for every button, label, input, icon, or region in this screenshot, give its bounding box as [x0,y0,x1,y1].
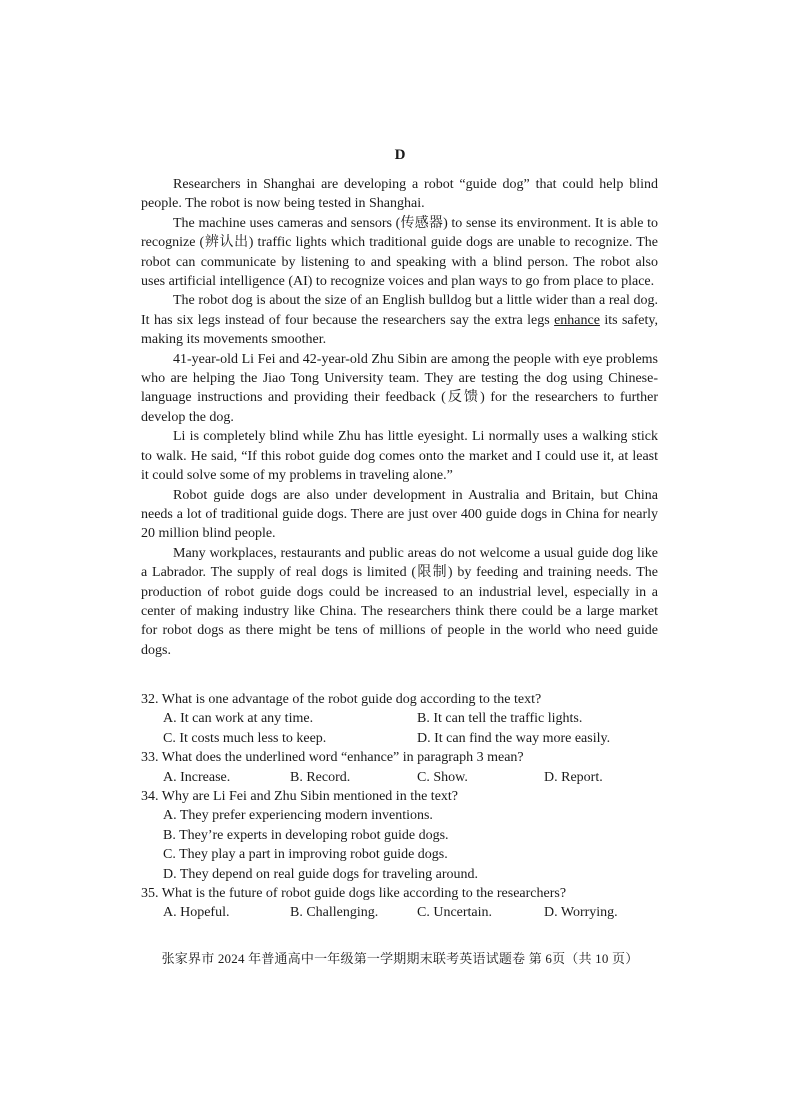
question-32-options-row-2 [141,729,671,748]
q35-option-a: A. Hopeful. [163,905,230,921]
q32-option-c: C. It costs much less to keep. [163,730,327,746]
question-34: 34. Why are Li Fei and Zhu Sibin mentioned in the text? [141,789,459,805]
paragraph-2: The machine uses cameras and sensors (传感器) to sense its environment. It is able to recognize (辨认出) traffic lights which traditional guide dogs are unable to recognize. The robot can communicate by listening to and speaking with a blind person. The robot also uses artificial intelligence (AI) to recognize voices and plan ways to go from place to place. [141,215,658,290]
q33-option-c: C. Show. [417,769,468,785]
paragraph-4: 41-year-old Li Fei and 42-year-old Zhu Sibin are among the people with eye problems who are helping the Jiao Tong University team. They are testing the dog using Chinese-language instructions and providing their feedback (反馈) for the researchers to further develop the dog. [141,351,658,425]
question-32-options-row-1 [141,709,671,728]
paragraph-7: Many workplaces, restaurants and public areas do not welcome a usual guide dog like a Labrador. The supply of real dogs is limited (限制) by feeding and training needs. The production of robot guide dogs could be increased to an industrial level, especially in a center of making industry like China. The researchers think there could be a large market for robot dogs as there might be tens of millions of people in the world who need guide dogs. [141,545,658,658]
q32-option-a: A. It can work at any time. [163,711,314,727]
question-33-options [141,768,671,787]
q32-option-b: B. It can tell the traffic lights. [417,711,583,727]
reading-passage [141,175,658,660]
paragraph-5: Li is completely blind while Zhu has little eyesight. Li normally uses a walking stick to walk. He said, “If this robot guide dog comes onto the market and I could use it, at least it could solve some of my problems in traveling alone.” [141,429,658,484]
q35-option-b: B. Challenging. [290,905,379,921]
underlined-word: enhance [554,312,600,328]
paragraph-3-start: The robot dog is about the size of an English bulldog but a little wider than a real dog. It has six legs instead of four because the researchers say the extra legs [141,293,658,328]
question-33: 33. What does the underlined word “enhance” in paragraph 3 mean? [141,750,524,766]
q34-option-b: B. They’re experts in developing robot guide dogs. [163,827,449,843]
question-list [141,690,671,923]
q34-option-c: C. They play a part in improving robot guide dogs. [163,847,448,863]
paragraph-1: Researchers in Shanghai are developing a robot “guide dog” that could help blind people. The robot is now being tested in Shanghai. [141,177,658,212]
page-footer: 张家界市 2024 年普通高中一年级第一学期期末联考英语试题卷 第 6页（共 10 页） [161,951,639,966]
q34-option-a: A. They prefer experiencing modern inventions. [163,808,433,824]
q34-option-d: D. They depend on real guide dogs for traveling around. [163,866,479,882]
q35-option-c: C. Uncertain. [417,905,493,921]
question-35: 35. What is the future of robot guide dogs like according to the researchers? [141,886,567,902]
paragraph-3-end: its safety, making its movements smoother. [141,312,658,348]
q33-option-a: A. Increase. [163,769,231,785]
question-32: 32. What is one advantage of the robot guide dog according to the text? [141,692,542,707]
q32-option-d: D. It can find the way more easily. [417,730,611,746]
paragraph-6: Robot guide dogs are also under development in Australia and Britain, but China needs a lot of traditional guide dogs. There are just over 400 guide dogs in China for nearly 20 million blind people. [141,487,658,542]
section-heading: D [394,147,406,163]
q33-option-b: B. Record. [290,769,351,785]
question-35-options [141,903,671,922]
q33-option-d: D. Report. [544,769,603,785]
paragraph-3 [141,291,658,349]
q35-option-d: D. Worrying. [544,905,618,921]
